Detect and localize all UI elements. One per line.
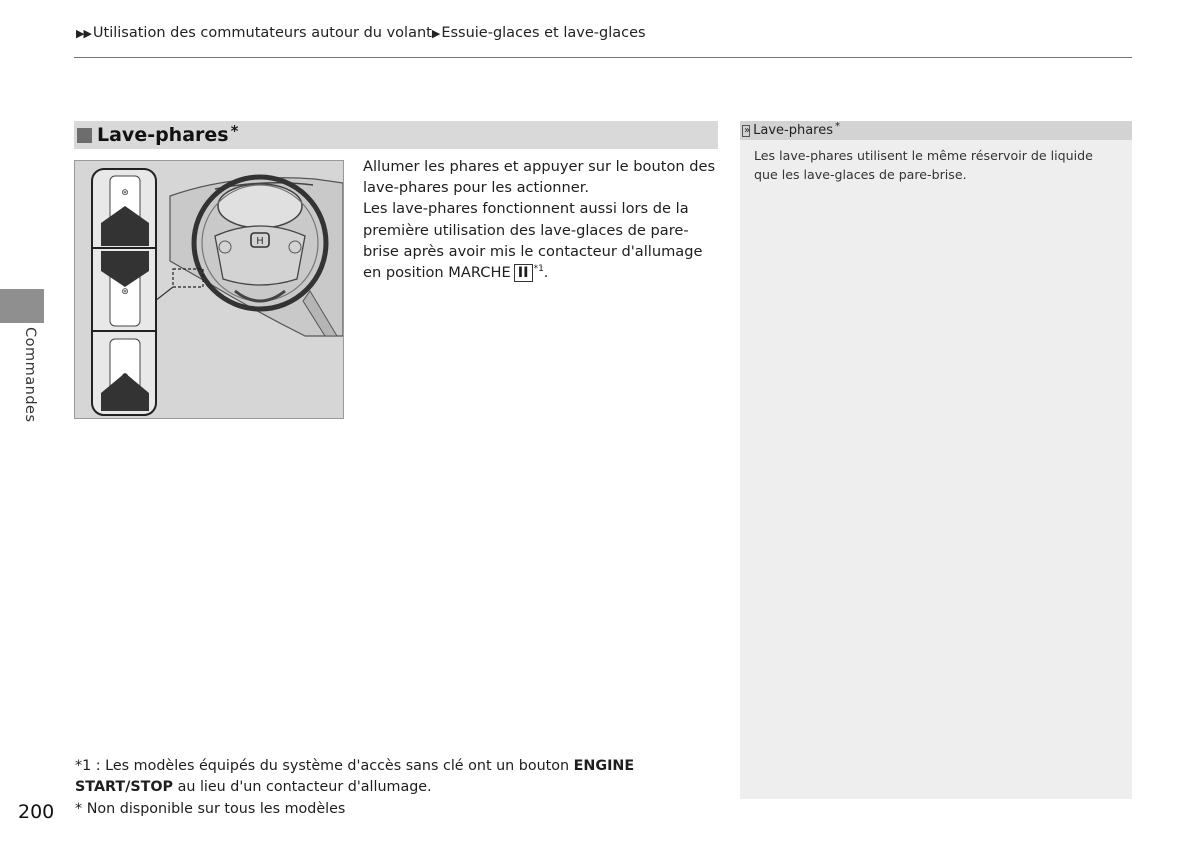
reference-arrow-icon: » bbox=[744, 124, 749, 136]
breadcrumb bbox=[76, 25, 646, 41]
footnote-1-prefix: *1 : Les modèles équipés du système d'accès sans clé ont un bouton bbox=[75, 758, 574, 774]
body-paragraph-1: Allumer les phares et appuyer sur le bouton des lave-phares pour les actionner. bbox=[363, 158, 716, 197]
breadcrumb-item-2[interactable]: Essuie-glaces et lave-glaces bbox=[441, 25, 646, 41]
headlight-washer-illustration bbox=[74, 160, 344, 419]
footnote-1-suffix: au lieu d'un contacteur d'allumage. bbox=[173, 779, 432, 795]
body-paragraph-2-end: . bbox=[543, 264, 549, 282]
svg-text:⊛: ⊛ bbox=[121, 188, 129, 198]
note-header bbox=[740, 121, 1132, 140]
body-text bbox=[363, 156, 723, 286]
arrow-icon: ▶ bbox=[431, 27, 440, 40]
footnote-1 bbox=[75, 756, 725, 798]
square-bullet-icon bbox=[77, 128, 92, 143]
header-divider bbox=[74, 57, 1132, 58]
svg-text:H: H bbox=[256, 236, 264, 247]
breadcrumb-item-1[interactable]: Utilisation des commutateurs autour du volant bbox=[92, 25, 432, 41]
section-header bbox=[74, 121, 718, 149]
page-number: 200 bbox=[18, 801, 55, 823]
section-title: Lave-phares bbox=[97, 124, 229, 146]
note-title[interactable]: Lave-phares bbox=[753, 123, 834, 138]
note-text: Les lave-phares utilisent le même réservoir de liquide que les lave-glaces de pare-brise. bbox=[754, 148, 1093, 182]
section-star: * bbox=[230, 122, 239, 140]
note-panel bbox=[740, 121, 1132, 799]
illustration-svg bbox=[75, 161, 344, 419]
key-position-badge: II bbox=[514, 264, 533, 282]
side-tab-marker bbox=[0, 289, 44, 323]
svg-text:⊛: ⊛ bbox=[121, 287, 129, 297]
footnote-ref[interactable]: *1 bbox=[533, 264, 544, 275]
footnote-1-bold: ENGINE START/STOP bbox=[75, 758, 635, 795]
side-label: Commandes bbox=[22, 327, 38, 423]
body-paragraph-2 bbox=[363, 198, 723, 286]
double-arrow-icon: ▶▶ bbox=[76, 27, 91, 40]
note-star: * bbox=[835, 121, 841, 132]
body-paragraph-2-text: Les lave-phares fonctionnent aussi lors de la première utilisation des lave-glaces de pare-brise après avoir mis le contacteur d'allumage en position MARCHE bbox=[363, 200, 703, 282]
footnote-2: * Non disponible sur tous les modèles bbox=[75, 801, 346, 817]
